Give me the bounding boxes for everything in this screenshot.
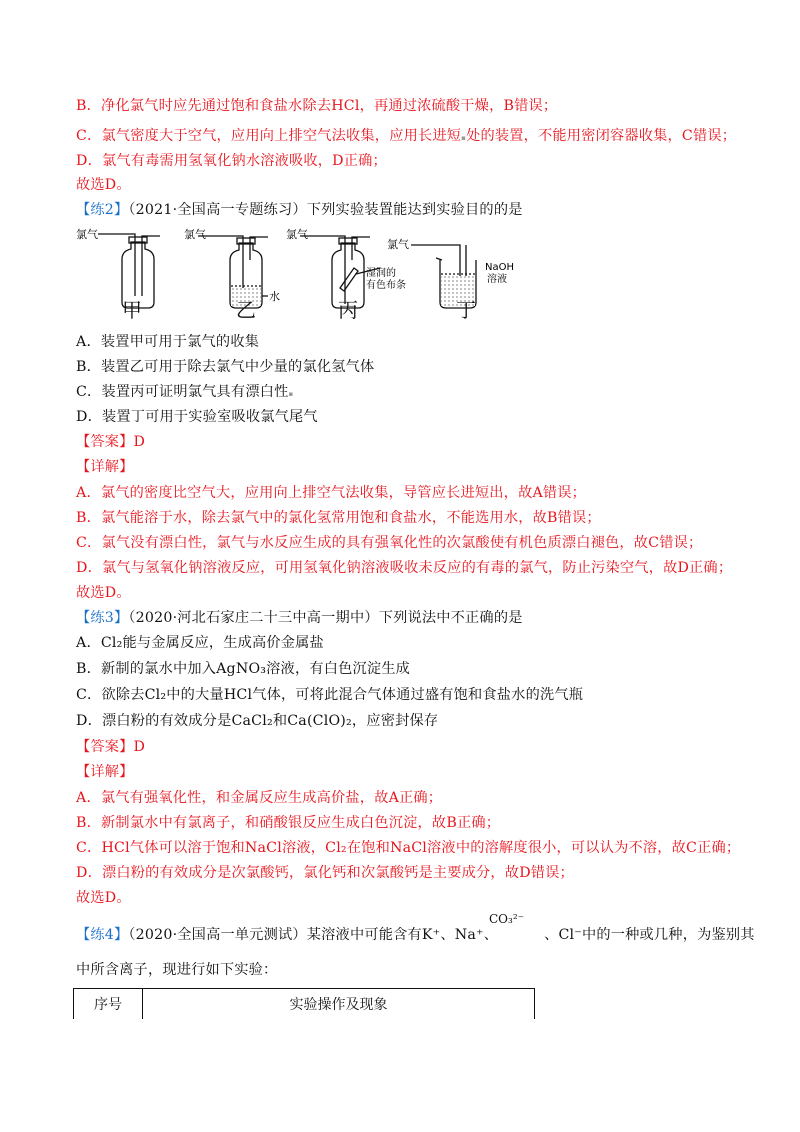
q3-stem xyxy=(76,608,740,628)
q4-source-tail: 、Cl⁻中的一种或几种，为鉴别其 xyxy=(544,927,755,943)
prev-option-c xyxy=(76,126,740,148)
q3-detail-a: A．氯气有强氧化性，和金属反应生成高价盐，故A正确； xyxy=(76,790,443,806)
q3-detail-head: 【详解】 xyxy=(76,764,134,780)
q2-conclusion: 故选D。 xyxy=(76,585,131,601)
q4-stem xyxy=(76,925,755,945)
figure-label-bing: 丙 xyxy=(338,298,358,322)
figure-label-yi: 乙 xyxy=(236,298,256,322)
prev-option-b: B．净化氯气时应先通过饱和食盐水除去HCl，再通过浓硫酸干燥，B错误； xyxy=(76,98,558,114)
q3-option-a: A．Cl₂能与金属反应，生成高价金属盐 xyxy=(76,635,324,651)
q2-option-d: D．装置丁可用于实验室吸收氯气尾气 xyxy=(76,409,318,425)
apparatus-figure xyxy=(76,224,540,324)
q2-detail-d: D．氯气与氢氧化钠溶液反应，可用氢氧化钠溶液吸收未反应的有毒的氯气，防止污染空气，故D正确； xyxy=(76,560,733,576)
gas-label-1: 氯气 xyxy=(76,228,98,241)
q3-conclusion: 故选D。 xyxy=(76,890,131,906)
gas-label-2: 氯气 xyxy=(184,228,206,241)
prev-option-d: D．氯气有毒需用氢氧化钠水溶液吸收，D正确； xyxy=(76,153,387,169)
q3-source: （2020·河北石家庄二十三中高一期中）下列说法中不正确的是 xyxy=(128,610,523,626)
figure-label-jia: 甲 xyxy=(122,298,142,322)
q3-option-d: D．漂白粉的有效成分是CaCl₂和Ca(ClO)₂，应密封保存 xyxy=(76,713,439,729)
prev-option-c-text: C．氯气密度大于空气，应用向上排空气法收集，应用长进短 xyxy=(76,128,462,144)
naoh-label-1: NaOH xyxy=(485,262,514,273)
q2-answer: 【答案】D xyxy=(76,434,146,450)
prev-conclusion: 故选D。 xyxy=(76,177,131,193)
cloth-label-1: 湿润的 xyxy=(366,268,396,279)
q2-detail-head: 【详解】 xyxy=(76,459,134,475)
q3-detail-b: B．新制氯水中有氯离子，和硝酸银反应生成白色沉淀，故B正确； xyxy=(76,815,501,831)
q3-option-b: B．新制的氯水中加入AgNO₃溶液，有白色沉淀生成 xyxy=(76,661,411,677)
q2-detail-c: C．氯气没有漂白性，氯气与水反应生成的具有强氧化性的次氯酸使有机色质漂白褪色，故C错误； xyxy=(76,535,703,551)
q2-source: （2021·全国高一专题练习）下列实验装置能达到实验目的的是 xyxy=(128,202,523,218)
q4-tag: 【练4】 xyxy=(76,927,129,943)
q4-source: （2020·全国高一单元测试）某溶液中可能含有K⁺、Na⁺、 xyxy=(128,927,499,943)
naoh-label-2: 溶液 xyxy=(487,274,507,285)
carbonate-ion: CO₃²⁻ xyxy=(489,912,524,926)
gas-label-3: 氯气 xyxy=(286,228,308,241)
q3-detail-c: C．HCl气体可以溶于饱和NaCl溶液，Cl₂在饱和NaCl溶液中的溶解度很小，可以认为不溶，故C正确； xyxy=(76,840,741,856)
q2-option-b: B．装置乙可用于除去氯气中少量的氯化氢气体 xyxy=(76,359,375,375)
q2-option-c xyxy=(76,382,740,404)
water-label: 水 xyxy=(269,290,280,303)
table-header-operation: 实验操作及现象 xyxy=(289,997,388,1013)
experiment-table xyxy=(73,988,535,1019)
cloth-label-2: 有色布条 xyxy=(366,280,406,291)
q4-stem-line2: 中所含离子，现进行如下实验： xyxy=(76,962,278,978)
q3-option-c: C．欲除去Cl₂中的大量HCl气体，可将此混合气体通过盛有饱和食盐水的洗气瓶 xyxy=(76,687,584,703)
q2-detail-a: A．氯气的密度比空气大，应用向上排空气法收集，导管应长进短出，故A错误； xyxy=(76,485,587,501)
q2-option-c-text: C．装置丙可证明氯气具有漂白性 xyxy=(76,384,289,400)
q3-answer: 【答案】D xyxy=(76,739,146,755)
figure-label-ding: 丁 xyxy=(456,298,476,322)
q3-detail-d: D．漂白粉的有效成分是次氯酸钙，氯化钙和次氯酸钙是主要成分，故D错误； xyxy=(76,865,574,881)
q3-tag: 【练3】 xyxy=(76,610,129,626)
q2-tag: 【练2】 xyxy=(76,202,129,218)
q2-detail-b: B．氯气能溶于水，除去氯气中的氯化氢常用饱和食盐水，不能选用水，故B错误； xyxy=(76,510,601,526)
gas-label-4: 氯气 xyxy=(387,238,409,251)
watermark-mark: ▪ xyxy=(461,134,467,142)
prev-option-c-tail: 处的装置，不能用密闭容器收集，C错误； xyxy=(466,128,737,144)
q2-option-a: A．装置甲可用于氯气的收集 xyxy=(76,334,260,350)
q2-stem xyxy=(76,200,740,220)
table-header-index: 序号 xyxy=(74,989,143,1019)
watermark-mark-2: ▪ xyxy=(288,390,294,398)
